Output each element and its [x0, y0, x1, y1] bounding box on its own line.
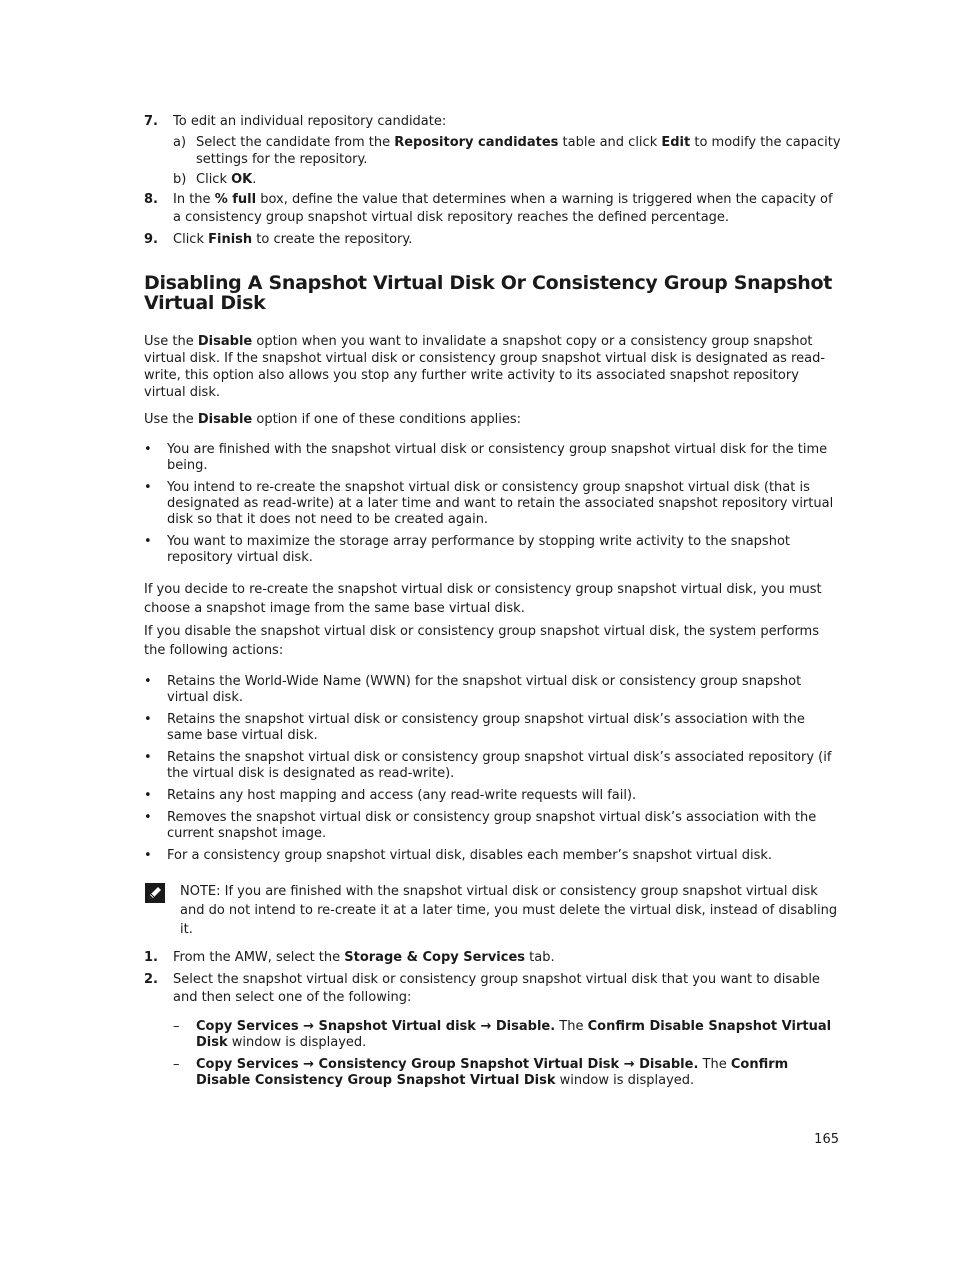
actions-list — [144, 674, 842, 864]
percent-full-label: % full — [214, 192, 257, 207]
note-text: NOTE: If you are finished with the snapshot virtual disk or consistency group snapshot virtual disk and do not intend to re-create it at a later time, you must delete the virtual disk, instead of disabling it. — [180, 884, 838, 937]
recreate-paragraph: If you decide to re-create the snapshot virtual disk or consistency group snapshot virtual disk, you must choose a snapshot image from the same base virtual disk. — [144, 582, 822, 616]
step-1 — [144, 949, 842, 967]
list-item: – Copy Services → Snapshot Virtual disk → Disable. The Confirm Disable Snapshot Virtual Disk window is displayed. — [173, 1019, 832, 1050]
page-content — [144, 113, 842, 1095]
bullet-icon: • — [144, 810, 152, 825]
substep-text: Select the candidate from the Repository candidates table and click Edit to modify the capacity settings for the repository. — [196, 135, 841, 167]
bullet-icon: • — [144, 534, 152, 549]
step-8 — [144, 191, 842, 227]
substep-letter: b) — [173, 172, 187, 187]
step-number: 7. — [144, 114, 158, 129]
bullet-icon: • — [144, 788, 152, 803]
section-heading: Disabling A Snapshot Virtual Disk Or Consistency Group Snapshot Virtual Disk — [144, 272, 832, 314]
step-number: 1. — [144, 950, 158, 965]
substep-b — [173, 171, 842, 188]
page-number: 165 — [814, 1132, 839, 1147]
bullet-icon: • — [144, 750, 152, 765]
step-text: To edit an individual repository candidate: — [173, 114, 447, 129]
step-text: Select the snapshot virtual disk or consistency group snapshot virtual disk that you want to disable and then select one of the following: — [173, 972, 820, 1005]
step-number: 2. — [144, 972, 158, 987]
conditions-list — [144, 442, 842, 566]
step-7 — [144, 113, 842, 131]
note-label: NOTE: — [180, 884, 221, 899]
list-item: • Retains the snapshot virtual disk or consistency group snapshot virtual disk’s association with the same base virtual disk. — [144, 712, 805, 743]
bullet-icon: • — [144, 712, 152, 727]
intro-paragraph: Use the Disable option when you want to invalidate a snapshot copy or a consistency group snapshot virtual disk. If the snapshot virtual disk or consistency group snapshot virtual disk is designated as read-write, this option also allows you stop any further write activity to its associated snapshot repository virtual disk. — [144, 334, 826, 400]
step-number: 9. — [144, 232, 158, 247]
bullet-icon: • — [144, 848, 152, 863]
list-item: • You are finished with the snapshot virtual disk or consistency group snapshot virtual disk for the time being. — [144, 442, 828, 473]
list-item: • Removes the snapshot virtual disk or consistency group snapshot virtual disk’s association with the current snapshot image. — [144, 810, 817, 841]
list-item: • Retains the snapshot virtual disk or consistency group snapshot virtual disk’s associated repository (if the virtual disk is designated as read-write). — [144, 750, 832, 781]
ok-label: OK — [231, 172, 253, 187]
dash-mark: – — [173, 1057, 180, 1072]
bullet-icon: • — [144, 442, 152, 457]
note-box — [144, 882, 842, 939]
step-text: Click Finish to create the repository. — [173, 232, 413, 247]
list-item: • For a consistency group snapshot virtual disk, disables each member’s snapshot virtual disk. — [144, 848, 773, 863]
step-2 — [144, 971, 842, 1007]
list-item: • You intend to re-create the snapshot virtual disk or consistency group snapshot virtual disk (that is designated as read-write) at a later time and want to retain the associated snapshot repository virtual disk so that it does not need to be created again. — [144, 480, 834, 527]
finish-label: Finish — [208, 232, 253, 247]
substep-a — [173, 134, 842, 168]
step-text: From the AMW, select the Storage & Copy Services tab. — [173, 950, 555, 965]
list-item: • You want to maximize the storage array performance by stopping write activity to the snapshot repository virtual disk. — [144, 534, 790, 565]
bullet-icon: • — [144, 480, 152, 495]
step-text: In the % full box, define the value that determines when a warning is triggered when the capacity of a consistency group snapshot virtual disk repository reaches the defined percentage. — [173, 192, 833, 225]
list-item: • Retains the World-Wide Name (WWN) for the snapshot virtual disk or consistency group snapshot virtual disk. — [144, 674, 802, 705]
list-item: • Retains any host mapping and access (any read-write requests will fail). — [144, 788, 637, 803]
pencil-note-icon — [144, 882, 180, 939]
substep-letter: a) — [173, 135, 187, 150]
step-9 — [144, 231, 842, 249]
repository-candidates-label: Repository candidates — [394, 135, 559, 150]
bullet-icon: • — [144, 674, 152, 689]
substep-text: Click OK. — [196, 172, 257, 187]
storage-copy-services-label: Storage & Copy Services — [344, 950, 526, 965]
disable-options-list — [173, 1019, 842, 1089]
edit-label: Edit — [661, 135, 691, 150]
list-item: – Copy Services → Consistency Group Snapshot Virtual Disk → Disable. The Confirm Disable Consistency Group Snapshot Virtual Disk window is displayed. — [173, 1057, 789, 1088]
step-number: 8. — [144, 192, 158, 207]
actions-paragraph: If you disable the snapshot virtual disk or consistency group snapshot virtual disk, the system performs the following actions: — [144, 624, 819, 658]
intro-paragraph-2: Use the Disable option if one of these conditions applies: — [144, 412, 522, 427]
dash-mark: – — [173, 1019, 180, 1034]
